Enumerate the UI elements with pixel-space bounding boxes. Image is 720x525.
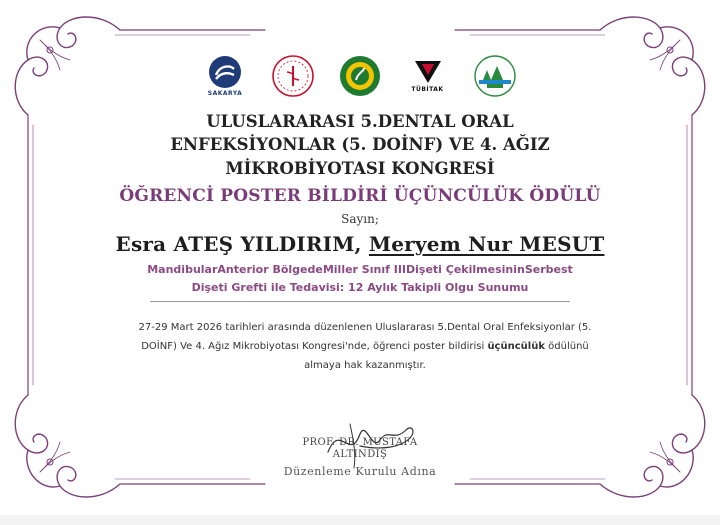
body-line2-emphasis: üçüncülük [487, 341, 545, 352]
paper-title-line1: MandibularAnterior BölgedeMiller Sınıf IIIDişeti ÇekilmesininSerbest [147, 263, 573, 276]
certificate-body [100, 318, 630, 375]
award-title: ÖĞRENCİ POSTER BİLDİRİ ÜÇÜNCÜLÜK ÖDÜLÜ [119, 186, 601, 206]
biosad-logo [335, 51, 385, 101]
signatory-title: PROF. DR. MUSTAFA [302, 437, 418, 448]
congress-title-line1: ULUSLARARASI 5.DENTAL ORAL [206, 112, 514, 131]
body-line2-start: DOİNF) Ve 4. Ağız Mikrobiyotası Kongresi'nde, öğrenci poster bildirisi [141, 341, 488, 352]
recipient-names [90, 232, 630, 256]
divider [150, 301, 570, 302]
recipient-name-1: Esra ATEŞ YILDIRIM, [115, 232, 362, 256]
congress-title-line2: ENFEKSİYONLAR (5. DOİNF) VE 4. AĞIZ [170, 135, 550, 154]
paper-title-line2: Dişeti Grefti ile Tedavisi: 12 Aylık Takipli Olgu Sunumu [191, 281, 529, 294]
body-line1: 27-29 Mart 2026 tarihleri arasında düzenlenen Uluslararası 5.Dental Oral Enfeksiyonlar (5. [138, 322, 592, 333]
health-ministry-logo [268, 51, 318, 101]
congress-title-line3: MİKROBİYOTASI KONGRESİ [225, 159, 495, 178]
body-line2 [100, 337, 630, 356]
body-line3: almaya hak kazanmıştır. [304, 360, 426, 371]
signatory-surname: ALTINDİŞ [332, 449, 388, 460]
sponsor-logos [200, 48, 520, 104]
sakarya-university-logo: SAKARYA [200, 51, 250, 101]
body-line2-end: ödülünü [544, 341, 589, 352]
salutation: Sayın; [341, 212, 379, 226]
sakarya-municipality-logo [470, 51, 520, 101]
signatory-organization: Düzenleme Kurulu Adına [283, 465, 437, 478]
tubitak-logo: TÜBİTAK [403, 51, 453, 101]
recipient-name-2: Meryem Nur MESUT [368, 232, 605, 256]
